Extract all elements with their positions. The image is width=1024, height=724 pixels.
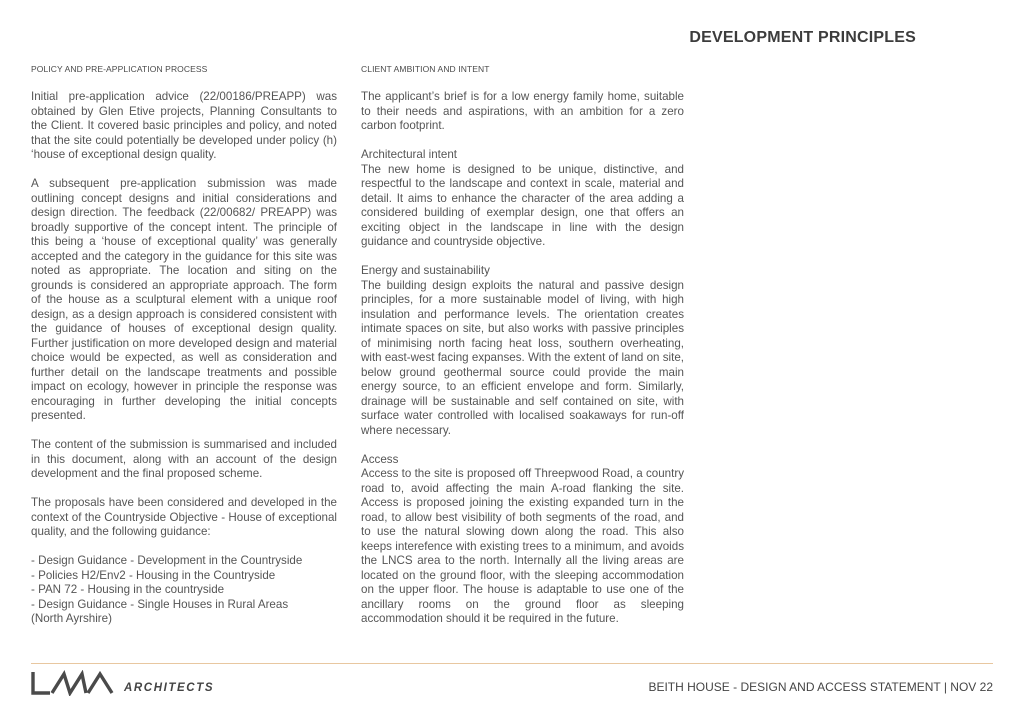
paragraph: Initial pre-application advice (22/00186/PREAPP) was obtained by Glen Etive projects, Planning Consultants to the Client. It covered basic principles and policy, and noted that the site could potentially be developed under policy (h) ‘house of exceptional design quality. bbox=[31, 90, 337, 161]
paragraph: The applicant’s brief is for a low energy family home, suitable to their needs and aspirations, with an ambition for a zero carbon footprint. bbox=[361, 90, 684, 132]
list-item: - Policies H2/Env2 - Housing in the Countryside bbox=[31, 568, 276, 582]
list-item: - Design Guidance - Single Houses in Rural Areas bbox=[31, 597, 289, 611]
architectural-intent-section bbox=[361, 148, 684, 250]
section-label: POLICY AND PRE-APPLICATION PROCESS bbox=[31, 64, 208, 74]
logo-text: ARCHITECTS bbox=[124, 682, 215, 694]
lma-logo-icon bbox=[30, 670, 114, 696]
client-ambition-column bbox=[361, 64, 684, 627]
guidance-list bbox=[31, 554, 337, 627]
access-section bbox=[361, 453, 684, 627]
paragraph: The content of the submission is summarised and included in this document, along with an account of the design development and the final proposed scheme. bbox=[31, 438, 337, 480]
document-title: BEITH HOUSE - DESIGN AND ACCESS STATEMENT | NOV 22 bbox=[648, 680, 993, 694]
paragraph: The building design exploits the natural and passive design principles, for a more sustainable model of living, with high insulation and performance levels. The orientation creates intimate spaces on site, but also works with passive principles of minimising north facing heat loss, southern overheating, with east-west facing expanses. With the extent of land on site, below ground geothermal source could provide the main energy source, to an efficient envelope and form. Similarly, drainage will be sustainable and self contained on site, with surface water controlled with localised soakaways for run-off where necessary. bbox=[361, 278, 684, 437]
section-label: CLIENT AMBITION AND INTENT bbox=[361, 64, 490, 74]
energy-sustainability-section bbox=[361, 264, 684, 438]
paragraph: Access to the site is proposed off Threepwood Road, a country road to, avoid affecting the main A-road flanking the site. Access is proposed joining the existing expanded turn in the road, to allow best visibility of both segments of the road, and to use the natural slowing down along the road. This also keeps interefence with existing trees to a minimum, and avoids the LNCS area to the north. Internally all the living areas are located on the ground floor, with the sleeping accommodation on the upper floor. The house is adaptable to use one of the ancillary rooms on the ground floor as sleeping accommodation should it be required in the future. bbox=[361, 467, 684, 625]
subheading: Access bbox=[361, 452, 399, 466]
list-item: - PAN 72 - Housing in the countryside bbox=[31, 583, 225, 596]
policy-column bbox=[31, 64, 337, 627]
subheading: Architectural intent bbox=[361, 148, 458, 161]
footer-divider bbox=[31, 663, 993, 664]
company-logo bbox=[30, 670, 214, 696]
page-title: DEVELOPMENT PRINCIPLES bbox=[689, 29, 916, 46]
paragraph: A subsequent pre-application submission was made outlining concept designs and initial considerations and design direction. The feedback (22/00682/ PREAPP) was broadly supportive of the concept intent. The principle of this being a ‘house of exceptional quality’ was generally accepted and the category in the guidance for this site was noted as appropriate. The location and siting on the grounds is considered an appropriate approach. The form of the house as a sculptural element with a unique roof design, as a design approach is considered consistent with the guidance of houses of exceptional design quality. Further justification on more developed design and material choice would be expected, as well as consideration and further detail on the landscape treatments and possible impact on ecology, however in principle the response was encouraging in further developing the initial concepts presented. bbox=[31, 177, 337, 422]
paragraph: The new home is designed to be unique, distinctive, and respectful to the landscape and context in scale, material and detail. It aims to enhance the character of the area adding a considered building of exemplar design, one that offers an exciting object in the landscape in line with the design guidance and countryside objective. bbox=[361, 162, 684, 248]
list-item: - Design Guidance - Development in the Countryside bbox=[31, 554, 303, 567]
paragraph: The proposals have been considered and developed in the context of the Countryside Objective - House of exceptional quality, and the following guidance: bbox=[31, 496, 337, 538]
list-item: (North Ayrshire) bbox=[31, 612, 112, 625]
subheading: Energy and sustainability bbox=[361, 264, 490, 277]
